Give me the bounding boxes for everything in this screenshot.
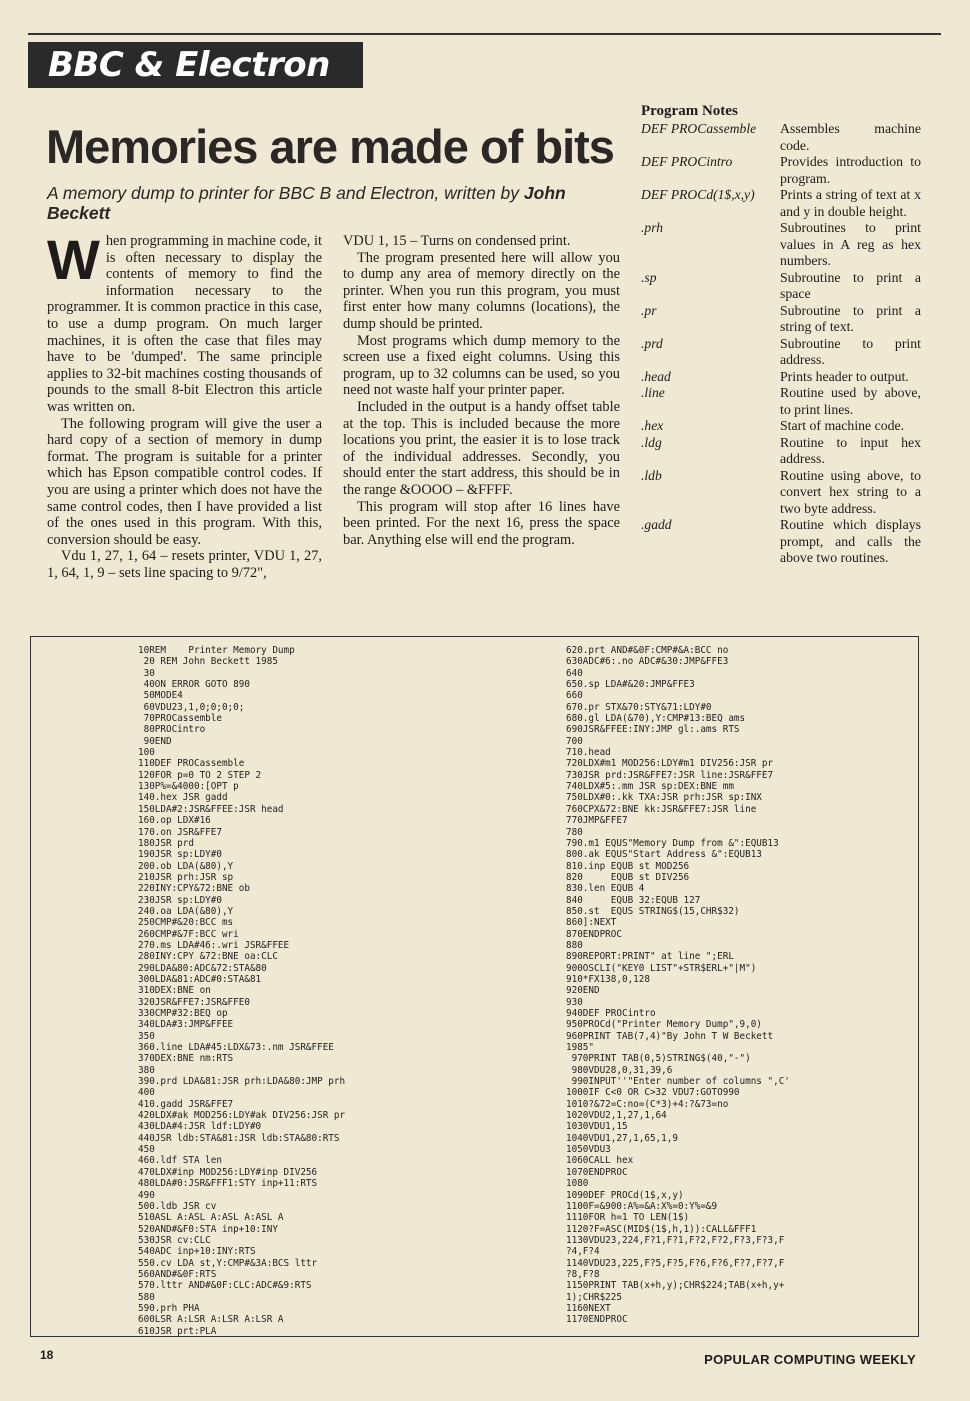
note-description: Prints a string of text at x and y in double height. [780,187,921,219]
note-term: .ldb [641,467,662,483]
program-note-row [641,418,921,435]
note-description: Subroutines to print values in A reg as hex numbers. [780,220,921,268]
note-term: .gadd [641,517,672,532]
note-description: Routine to input hex address. [780,434,921,466]
program-note-row [641,303,921,336]
code-listing-left: 10REM Printer Memory Dump 20 REM John Beckett 1985 30 40ON ERROR GOTO 890 50MODE4 60VDU23,1,0;0;0;0; 70PROCassemble 80PROCintro 90END 100 110DEF PROCassemble 120FOR p=0 TO 2 STEP 2 130P%=&4000:[OPT p 140.hex JSR gadd 150LDA#2:JSR&FFEE:JSR head 160.op LDX#16 170.on JSR&FFE7 180JSR prd 190JSR sp:LDY#0 200.ob LDA(&80),Y 210JSR prh:JSR sp 220INY:CPY&72:BNE ob 230JSR sp:LDY#0 240.oa LDA(&80),Y 250CMP#&20:BCC ms 260CMP#&7F:BCC wri 270.ms LDA#46:.wri JSR&FFEE 280INY:CPY &72:BNE oa:CLC 290LDA&80:ADC&72:STA&80 300LDA&81:ADC#0:STA&81 310DEX:BNE on 320JSR&FFE7:JSR&FFE0 330CMP#32:BEQ op 340LDA#3:JMP&FFEE 350 360.line LDA#45:LDX&73:.nm JSR&FFEE 370DEX:BNE nm:RTS 380 390.prd LDA&81:JSR prh:LDA&80:JMP prh 400 410.gadd JSR&FFE7 420LDX#ak MOD256:LDY#ak DIV256:JSR pr 430LDA#4:JSR ldf:LDY#0 440JSR ldb:STA&81:JSR ldb:STA&80:RTS 450 460.ldf STA len 470LDX#inp MOD256:LDY#inp DIV256 480LDA#0:JSR&FFF1:STY inp+11:RTS 490 500.ldb JSR cv 510ASL A:ASL A:ASL A:ASL A 520AND#&F0:STA inp+10:INY 530JSR cv:CLC 540ADC inp+10:INY:RTS 550.cv LDA st,Y:CMP#&3A:BCS lttr 560AND#&0F:RTS 570.lttr AND#&0F:CLC:ADC#&9:RTS 580 590.prh PHA 600LSR A:LSR A:LSR A:LSR A 610JSR prt:PLA [138,645,346,1337]
article-column-1 [47,228,322,581]
article-paragraph: The following program will give the user a hard copy of a section of memory in dump format. The program is suitable for a printer which has Epson compatible control codes. If you are using a printer which does not have the same control codes, then I have provided a list of the ones used in this program. With this, conversion should be easy. [47,415,322,548]
note-description: Assembles machine code. [780,121,921,153]
note-term: .hex [641,418,664,433]
article-paragraph: This program will stop after 16 lines have been printed. For the next 16, press the space bar. Anything else will end the program. [343,498,620,548]
program-notes-list [641,121,921,567]
top-rule [28,33,941,35]
note-term: .ldg [641,434,662,450]
note-description: Routine used by above, to print lines. [780,385,921,417]
code-listing-right: 620.prt AND#&0F:CMP#&A:BCC no 630ADC#6:.no ADC#&30:JMP&FFE3 640 650.sp LDA#&20:JMP&FFE3 660 670.pr STX&70:STY&71:LDY#0 680.gl LDA(&70),Y:CMP#13:BEQ ams 690JSR&FFEE:INY:JMP gl:.ams RTS 700 710.head 720LDX#m1 MOD256:LDY#m1 DIV256:JSR pr 730JSR prd:JSR&FFE7:JSR line:JSR&FFE7 740LDX#5:.mm JSR sp:DEX:BNE mm 750LDX#0:.kk TXA:JSR prh:JSR sp:INX 760CPX&72:BNE kk:JSR&FFE7:JSR line 770JMP&FFE7 780 790.m1 EQUS"Memory Dump from &":EQUB13 800.ak EQUS"Start Address &":EQUB13 810.inp EQUB st MOD256 820 EQUB st DIV256 830.len EQUB 4 840 EQUB 32:EQUB 127 850.st EQUS STRING$(15,CHR$32) 860]:NEXT 870ENDPROC 880 890REPORT:PRINT" at line ";ERL 900OSCLI("KEY0 LIST"+STR$ERL+"|M") 910*FX138,0,128 920END 930 940DEF PROCintro 950PROCd("Printer Memory Dump",9,0) 960PRINT TAB(7,4)"By John T W Beckett 1985" 970PRINT TAB(0,5)STRING$(40,"-") 980VDU28,0,31,39,6 990INPUT''"Enter number of columns ",C' 1000IF C<0 OR C>32 VDU7:GOTO990 1010?&72=C:no=(C*3)+4:?&73=no 1020VDU2,1,27,1,64 1030VDU1,15 1040VDU1,27,1,65,1,9 1050VDU3 1060CALL hex 1070ENDPROC 1080 1090DEF PROCd(1$,x,y) 1100F=&900:A%=&A:X%=0:Y%=&9 1110FOR h=1 TO LEN(1$) 1120?F=ASC(MID$(1$,h,1)):CALL&FFF1 1130VDU23,224,F?1,F?1,F?2,F?2,F?3,F?3,F ?4,F?4 1140VDU23,225,F?5,F?5,F?6,F?6,F?7,F?7,F ?8,F?8 1150PRINT TAB(x+h,y);CHR$224;TAB(x+h,y+ 1);CHR$225 1160NEXT 1170ENDPROC [566,645,790,1326]
note-term: DEF PROCd(1$,x,y) [641,187,755,202]
note-description: Subroutine to print address. [780,335,921,367]
note-term: .prd [641,335,663,351]
program-notes-title: Program Notes [641,103,738,119]
program-note-row [641,270,921,303]
program-note-row [641,187,921,220]
note-term: .prh [641,220,664,235]
paragraph-text: hen programming in machine code, it is often necessary to display the contents of memory to find the information necessary to the programmer. It is common practice in this case, to use a dump program. On much larger machines, it is often the case that files may have to be 'dumped'. The same principle applies to 32-bit machines costing thousands of pounds to the small 8-bit Electron this article was written on. [47,233,322,415]
section-banner: BBC & Electron [28,42,363,88]
page-number: 18 [40,1348,54,1362]
article-paragraph [47,228,322,416]
drop-cap: W [47,228,100,291]
program-note-row [641,121,921,154]
author-name: John Beckett [47,183,566,223]
note-description: Prints header to output. [780,368,909,384]
note-term: .head [641,368,671,384]
article-paragraph: Vdu 1, 27, 1, 64 – resets printer, VDU 1, 27, 1, 64, 1, 9 – sets line spacing to 9/72", [47,548,322,581]
note-description: Routine which displays prompt, and calls the above two routines. [780,517,921,565]
program-note-row [641,468,921,518]
program-note-row [641,369,921,386]
article-title: Memories are made of bits [46,120,614,173]
note-description: Start of machine code. [780,418,905,433]
article-paragraph: Most programs which dump memory to the screen use a fixed eight columns. Using this program, up to 32 columns can be used, so you need not waste half your printer paper. [343,332,620,399]
program-note-row [641,385,921,418]
subtitle-text: A memory dump to printer for BBC B and Electron, written by [47,183,524,203]
note-term: DEF PROCintro [641,154,733,169]
note-description: Routine using above, to convert hex string to a two byte address. [780,467,921,516]
article-paragraph: The program presented here will allow you to dump any area of memory directly on the printer. When you run this program, you must first enter how many columns (locations), the dump should be printed. [343,249,620,332]
note-description: Subroutine to print a string of text. [780,302,921,334]
program-note-row [641,435,921,468]
article-paragraph: Included in the output is a handy offset table at the top. This is included because the more locations you print, the easier it is to lose track of the individual addresses. Secondly, you should enter the start address, this should be in the range &OOOO – &FFFF. [343,398,620,498]
note-term: .pr [641,302,657,318]
note-term: .sp [641,269,657,285]
article-subtitle [47,183,607,223]
magazine-name: POPULAR COMPUTING WEEKLY [704,1352,916,1367]
program-note-row [641,517,921,567]
note-term: .line [641,385,665,400]
note-description: Provides introduction to program. [780,154,921,186]
program-note-row [641,154,921,187]
program-note-row [641,336,921,369]
article-column-2 [343,233,620,548]
note-description: Subroutine to print a space [780,269,921,301]
program-note-row [641,220,921,270]
article-paragraph: VDU 1, 15 – Turns on condensed print. [343,233,571,249]
note-term: DEF PROCassemble [641,121,757,136]
